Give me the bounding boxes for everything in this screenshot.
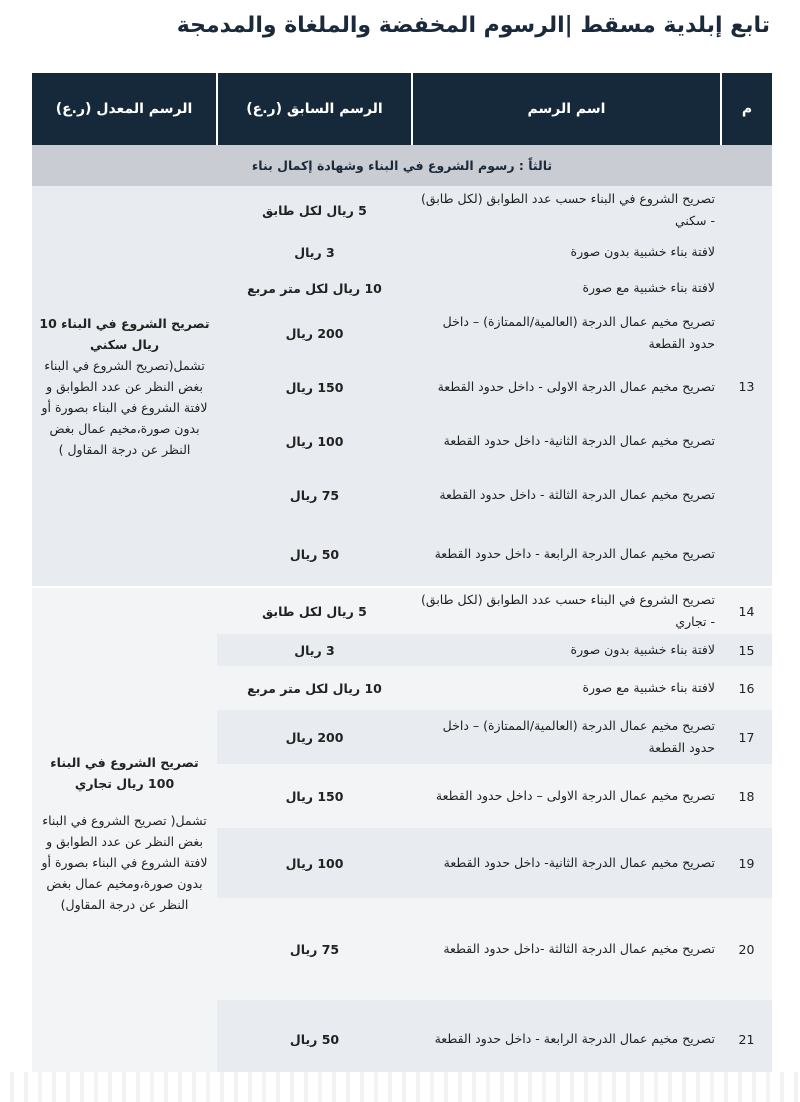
fee-name: تصريح مخيم عمال الدرجة (العالمية/الممتازة) – داخل حدود القطعة [412,306,721,360]
fee-name: تصريح مخيم عمال الدرجة الثالثة -داخل حدود القطعة [412,898,721,1000]
header-num: م [721,73,772,145]
modified-fee-title: تصريح الشروع في البناء 100 ريال تجاري [50,754,199,791]
previous-fee: 75 ريال [217,898,412,1000]
fee-name: تصريح مخيم عمال الدرجة الرابعة - داخل حدود القطعة [412,522,721,587]
fee-name: لافتة بناء خشبية مع صورة [412,666,721,710]
previous-fee: 3 ريال [217,634,412,666]
fee-name: تصريح الشروع في البناء حسب عدد الطوابق (لكل طابق) - تجاري [412,587,721,634]
previous-fee: 200 ريال [217,710,412,764]
modified-fee [32,587,217,1078]
spacer [38,794,211,810]
previous-fee: 50 ريال [217,522,412,587]
previous-fee: 5 ريال لكل طابق [217,186,412,234]
modified-fee-title: تصريح الشروع في البناء 10 ريال سكني [39,315,210,352]
table-row [32,186,772,234]
row-number: 14 [721,587,772,634]
row-number: 21 [721,1000,772,1078]
header-previous: الرسم السابق (ر.ع) [217,73,412,145]
previous-fee: 100 ريال [217,828,412,898]
fee-name: تصريح مخيم عمال الدرجة (العالمية/الممتازة) – داخل حدود القطعة [412,710,721,764]
fee-name: لافتة بناء خشبية بدون صورة [412,234,721,270]
fee-name: تصريح مخيم عمال الدرجة الثانية- داخل حدود القطعة [412,828,721,898]
row-number: 13 [721,186,772,587]
page-title: تابع إبلدية مسقط |الرسوم المخفضة والملغاة والمدمجة [176,13,770,38]
header-name: اسم الرسم [412,73,721,145]
row-number: 15 [721,634,772,666]
modified-fee-description: تشمل(تصريح الشروع في البناء بغض النظر عن عدد الطوابق و لافتة الشروع في البناء بصورة أو بدون صورة،مخيم عمال بغض النظر عن درجة المقاول ) [41,357,208,457]
previous-fee: 200 ريال [217,306,412,360]
row-number: 17 [721,710,772,764]
section-title: ثالثاً : رسوم الشروع في البناء وشهادة إكمال بناء [32,145,772,186]
row-number: 16 [721,666,772,710]
fee-name: تصريح مخيم عمال الدرجة الثانية- داخل حدود القطعة [412,414,721,468]
fee-name: لافتة بناء خشبية مع صورة [412,270,721,306]
previous-fee: 10 ريال لكل متر مربع [217,666,412,710]
fees-table [32,73,772,1078]
previous-fee: 5 ريال لكل طابق [217,587,412,634]
section-row [32,145,772,186]
fee-name: تصريح مخيم عمال الدرجة الرابعة - داخل حدود القطعة [412,1000,721,1078]
row-number: 20 [721,898,772,1000]
fee-name: تصريح الشروع في البناء حسب عدد الطوابق (لكل طابق) - سكني [412,186,721,234]
fee-name: لافتة بناء خشبية بدون صورة [412,634,721,666]
row-number: 19 [721,828,772,898]
fee-name: تصريح مخيم عمال الدرجة الاولى – داخل حدود القطعة [412,764,721,828]
previous-fee: 3 ريال [217,234,412,270]
header-modified: الرسم المعدل (ر.ع) [32,73,217,145]
previous-fee: 10 ريال لكل متر مربع [217,270,412,306]
modified-fee [32,186,217,587]
previous-fee: 100 ريال [217,414,412,468]
footer-pattern [0,1072,800,1102]
previous-fee: 50 ريال [217,1000,412,1078]
fee-name: تصريح مخيم عمال الدرجة الثالثة - داخل حدود القطعة [412,468,721,522]
previous-fee: 75 ريال [217,468,412,522]
table-row [32,587,772,634]
table-header-row [32,73,772,145]
row-number: 18 [721,764,772,828]
modified-fee-description: تشمل( تصريح الشروع في البناء بغض النظر عن عدد الطوابق و لافتة الشروع في البناء بصورة أو بدون صورة،ومخيم عمال بغض النظر عن درجة المقاول) [41,812,208,912]
previous-fee: 150 ريال [217,764,412,828]
previous-fee: 150 ريال [217,360,412,414]
fee-name: تصريح مخيم عمال الدرجة الاولى - داخل حدود القطعة [412,360,721,414]
